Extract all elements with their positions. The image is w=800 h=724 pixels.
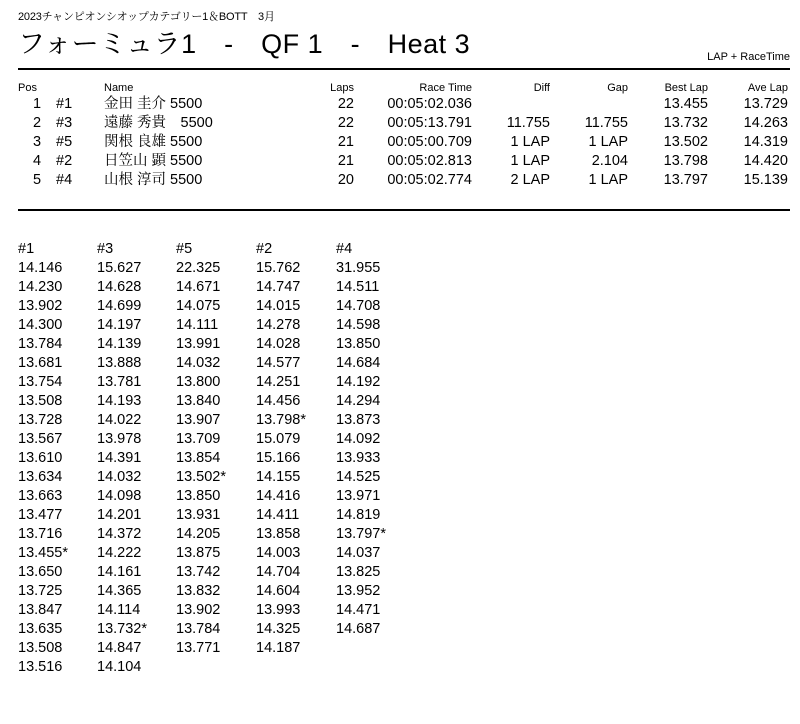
results-header-row	[18, 80, 788, 95]
lap-time: 14.604	[256, 583, 301, 599]
car-number-cell: #2	[56, 153, 73, 169]
ave-lap-cell: 14.263	[743, 115, 788, 131]
results-table	[18, 80, 788, 190]
diff-cell: 1 LAP	[510, 134, 550, 150]
lap-time: 14.372	[97, 526, 142, 542]
lap-time: 14.037	[336, 545, 381, 561]
lap-time: 14.325	[256, 621, 301, 637]
lap-column	[18, 240, 68, 677]
lap-time: 13.991	[176, 336, 221, 352]
lap-time: 14.197	[97, 317, 142, 333]
ave-lap-cell: 13.729	[743, 96, 788, 112]
lap-time: 13.978	[97, 431, 142, 447]
driver-name-cell: 日笠山 顕 5500	[104, 153, 203, 169]
lap-time: 14.104	[97, 659, 142, 675]
lap-time: 13.902	[18, 298, 63, 314]
lap-time: 14.222	[97, 545, 142, 561]
col-gap: Gap	[607, 81, 628, 94]
lap-time: 13.663	[18, 488, 63, 504]
car-number-cell: #5	[56, 134, 73, 150]
lap-time: 14.201	[97, 507, 142, 523]
lap-time: 14.230	[18, 279, 63, 295]
lap-time: 22.325	[176, 260, 221, 276]
lap-time: 13.567	[18, 431, 63, 447]
lap-column	[176, 240, 226, 658]
pos-cell: 4	[32, 153, 42, 169]
driver-name-cell: 金田 圭介 5500	[104, 96, 203, 112]
lap-time: 13.771	[176, 640, 221, 656]
lap-time: 14.003	[256, 545, 301, 561]
lap-time: 14.098	[97, 488, 142, 504]
lap-time: 13.971	[336, 488, 381, 504]
lap-time: 13.931	[176, 507, 221, 523]
lap-time: 13.508	[18, 393, 63, 409]
gap-cell: 1 LAP	[588, 134, 628, 150]
lap-time: 14.075	[176, 298, 221, 314]
laps-cell: 21	[337, 153, 354, 169]
lap-time: 13.847	[18, 602, 63, 618]
lap-time: 13.907	[176, 412, 221, 428]
lap-time: 13.634	[18, 469, 63, 485]
lap-time: 13.732*	[97, 621, 147, 637]
lap-time: 14.511	[336, 279, 380, 295]
lap-time: 14.028	[256, 336, 301, 352]
lap-time: 14.365	[97, 583, 142, 599]
laps-cell: 22	[337, 96, 354, 112]
lap-time: 14.699	[97, 298, 142, 314]
car-number-cell: #4	[56, 172, 73, 188]
best-lap-cell: 13.797	[663, 172, 708, 188]
lap-time: 15.627	[97, 260, 142, 276]
gap-cell: 11.755	[584, 115, 628, 131]
lap-time: 14.598	[336, 317, 381, 333]
lap-column	[336, 240, 386, 639]
result-row	[18, 133, 788, 152]
car-number-cell: #1	[56, 96, 73, 112]
lap-time: 14.205	[176, 526, 221, 542]
lap-time: 14.687	[336, 621, 381, 637]
lap-column-header: #1	[18, 241, 35, 257]
lap-time: 13.832	[176, 583, 221, 599]
diff-cell: 2 LAP	[510, 172, 550, 188]
best-lap-cell: 13.502	[663, 134, 708, 150]
lap-time: 13.709	[176, 431, 221, 447]
col-best-lap: Best Lap	[664, 81, 708, 94]
ave-lap-cell: 14.319	[743, 134, 788, 150]
result-row	[18, 114, 788, 133]
lap-time: 13.455*	[18, 545, 68, 561]
lap-time: 13.742	[176, 564, 221, 580]
lap-time: 15.762	[256, 260, 301, 276]
lap-time: 13.754	[18, 374, 63, 390]
lap-time: 13.681	[18, 355, 63, 371]
lap-time: 14.251	[256, 374, 301, 390]
diff-cell	[472, 95, 550, 114]
result-row	[18, 152, 788, 171]
lap-time: 13.800	[176, 374, 221, 390]
gap-cell: 2.104	[591, 153, 628, 169]
lap-time: 13.516	[18, 659, 63, 675]
col-race-time: Race Time	[419, 81, 472, 94]
lap-time: 14.294	[336, 393, 381, 409]
race-time-cell: 00:05:02.813	[387, 153, 472, 169]
lap-time: 14.015	[256, 298, 301, 314]
lap-time: 14.114	[97, 602, 141, 618]
lap-time: 14.032	[97, 469, 142, 485]
lap-time: 14.847	[97, 640, 142, 656]
lap-time: 13.728	[18, 412, 63, 428]
lap-time: 13.850	[336, 336, 381, 352]
lap-time: 13.508	[18, 640, 63, 656]
lap-time: 14.092	[336, 431, 381, 447]
driver-name-cell: 関根 良雄 5500	[104, 134, 203, 150]
best-lap-cell: 13.732	[663, 115, 708, 131]
result-row	[18, 95, 788, 114]
laps-cell: 21	[337, 134, 354, 150]
lap-time: 14.684	[336, 355, 381, 371]
lap-column-header: #3	[97, 241, 114, 257]
diff-cell: 11.755	[506, 115, 550, 131]
lap-time: 13.993	[256, 602, 301, 618]
lap-time: 14.704	[256, 564, 301, 580]
gap-cell	[550, 95, 628, 114]
ave-lap-cell: 14.420	[743, 153, 788, 169]
lap-time: 13.873	[336, 412, 381, 428]
lap-time: 13.784	[18, 336, 63, 352]
lap-time: 14.708	[336, 298, 381, 314]
lap-time: 14.187	[256, 640, 301, 656]
lap-time: 14.155	[256, 469, 301, 485]
laps-cell: 22	[337, 115, 354, 131]
lap-time: 14.416	[256, 488, 301, 504]
lap-time: 13.840	[176, 393, 221, 409]
lap-time: 14.456	[256, 393, 301, 409]
laps-cell: 20	[337, 172, 354, 188]
diff-cell: 1 LAP	[510, 153, 550, 169]
lap-time: 13.502*	[176, 469, 226, 485]
lap-time: 14.471	[336, 602, 381, 618]
lap-time: 13.825	[336, 564, 381, 580]
lap-time: 14.411	[256, 507, 300, 523]
lap-time: 14.391	[97, 450, 142, 466]
lap-time: 14.022	[97, 412, 142, 428]
lap-time: 13.888	[97, 355, 142, 371]
lap-time: 13.933	[336, 450, 381, 466]
race-time-cell: 00:05:13.791	[387, 115, 472, 131]
lap-time: 14.278	[256, 317, 301, 333]
lap-time: 31.955	[336, 260, 381, 276]
lap-time: 13.635	[18, 621, 63, 637]
lap-time: 14.192	[336, 374, 381, 390]
lap-time: 14.628	[97, 279, 142, 295]
report-type-label: LAP + RaceTime	[707, 51, 790, 63]
result-row	[18, 171, 788, 190]
lap-time: 13.850	[176, 488, 221, 504]
bottom-divider	[18, 209, 790, 211]
race-time-cell: 00:05:02.036	[387, 96, 472, 112]
lap-time: 13.781	[97, 374, 142, 390]
lap-time: 14.193	[97, 393, 142, 409]
pos-cell: 1	[32, 96, 42, 112]
lap-time: 13.952	[336, 583, 381, 599]
lap-time: 13.716	[18, 526, 63, 542]
lap-column-header: #2	[256, 241, 273, 257]
lap-column	[256, 240, 306, 658]
driver-name-cell: 遠藤 秀貴 5500	[104, 115, 213, 131]
lap-time: 13.477	[18, 507, 63, 523]
lap-time: 13.902	[176, 602, 221, 618]
lap-time: 14.300	[18, 317, 63, 333]
event-subtitle: 2023チャンピオンシオップカテゴリー1＆BOTT 3月	[18, 11, 275, 23]
col-pos: Pos	[18, 81, 37, 94]
race-time-cell: 00:05:02.774	[387, 172, 472, 188]
col-diff: Diff	[533, 81, 550, 94]
lap-time: 14.747	[256, 279, 301, 295]
col-name: Name	[104, 81, 134, 94]
lap-column-header: #4	[336, 241, 353, 257]
lap-time: 14.139	[97, 336, 142, 352]
gap-cell: 1 LAP	[588, 172, 628, 188]
lap-column-header: #5	[176, 241, 193, 257]
lap-time: 14.161	[97, 564, 142, 580]
lap-time: 14.146	[18, 260, 63, 276]
lap-time: 14.577	[256, 355, 301, 371]
lap-time: 13.725	[18, 583, 63, 599]
lap-column	[97, 240, 147, 677]
lap-time: 13.798*	[256, 412, 306, 428]
car-number-cell: #3	[56, 115, 73, 131]
best-lap-cell: 13.455	[663, 96, 708, 112]
col-laps: Laps	[330, 81, 354, 94]
lap-time: 14.032	[176, 355, 221, 371]
lap-time: 13.797*	[336, 526, 386, 542]
pos-cell: 3	[32, 134, 42, 150]
lap-time: 13.784	[176, 621, 221, 637]
lap-time: 13.858	[256, 526, 301, 542]
ave-lap-cell: 15.139	[743, 172, 788, 188]
lap-time: 13.650	[18, 564, 63, 580]
race-time-cell: 00:05:00.709	[387, 134, 472, 150]
best-lap-cell: 13.798	[663, 153, 708, 169]
lap-time: 14.819	[336, 507, 381, 523]
lap-time: 14.111	[176, 317, 219, 333]
pos-cell: 5	[32, 172, 42, 188]
top-divider	[18, 68, 790, 70]
lap-time: 13.854	[176, 450, 221, 466]
page-title: フォーミュラ1 - QF 1 - Heat 3	[18, 29, 471, 59]
lap-time: 13.875	[176, 545, 221, 561]
lap-time: 13.610	[18, 450, 63, 466]
lap-time: 14.525	[336, 469, 381, 485]
pos-cell: 2	[32, 115, 42, 131]
lap-time: 14.671	[176, 279, 221, 295]
driver-name-cell: 山根 淳司 5500	[104, 172, 203, 188]
lap-time: 15.079	[256, 431, 301, 447]
lap-time: 15.166	[256, 450, 301, 466]
col-ave-lap: Ave Lap	[747, 81, 788, 94]
